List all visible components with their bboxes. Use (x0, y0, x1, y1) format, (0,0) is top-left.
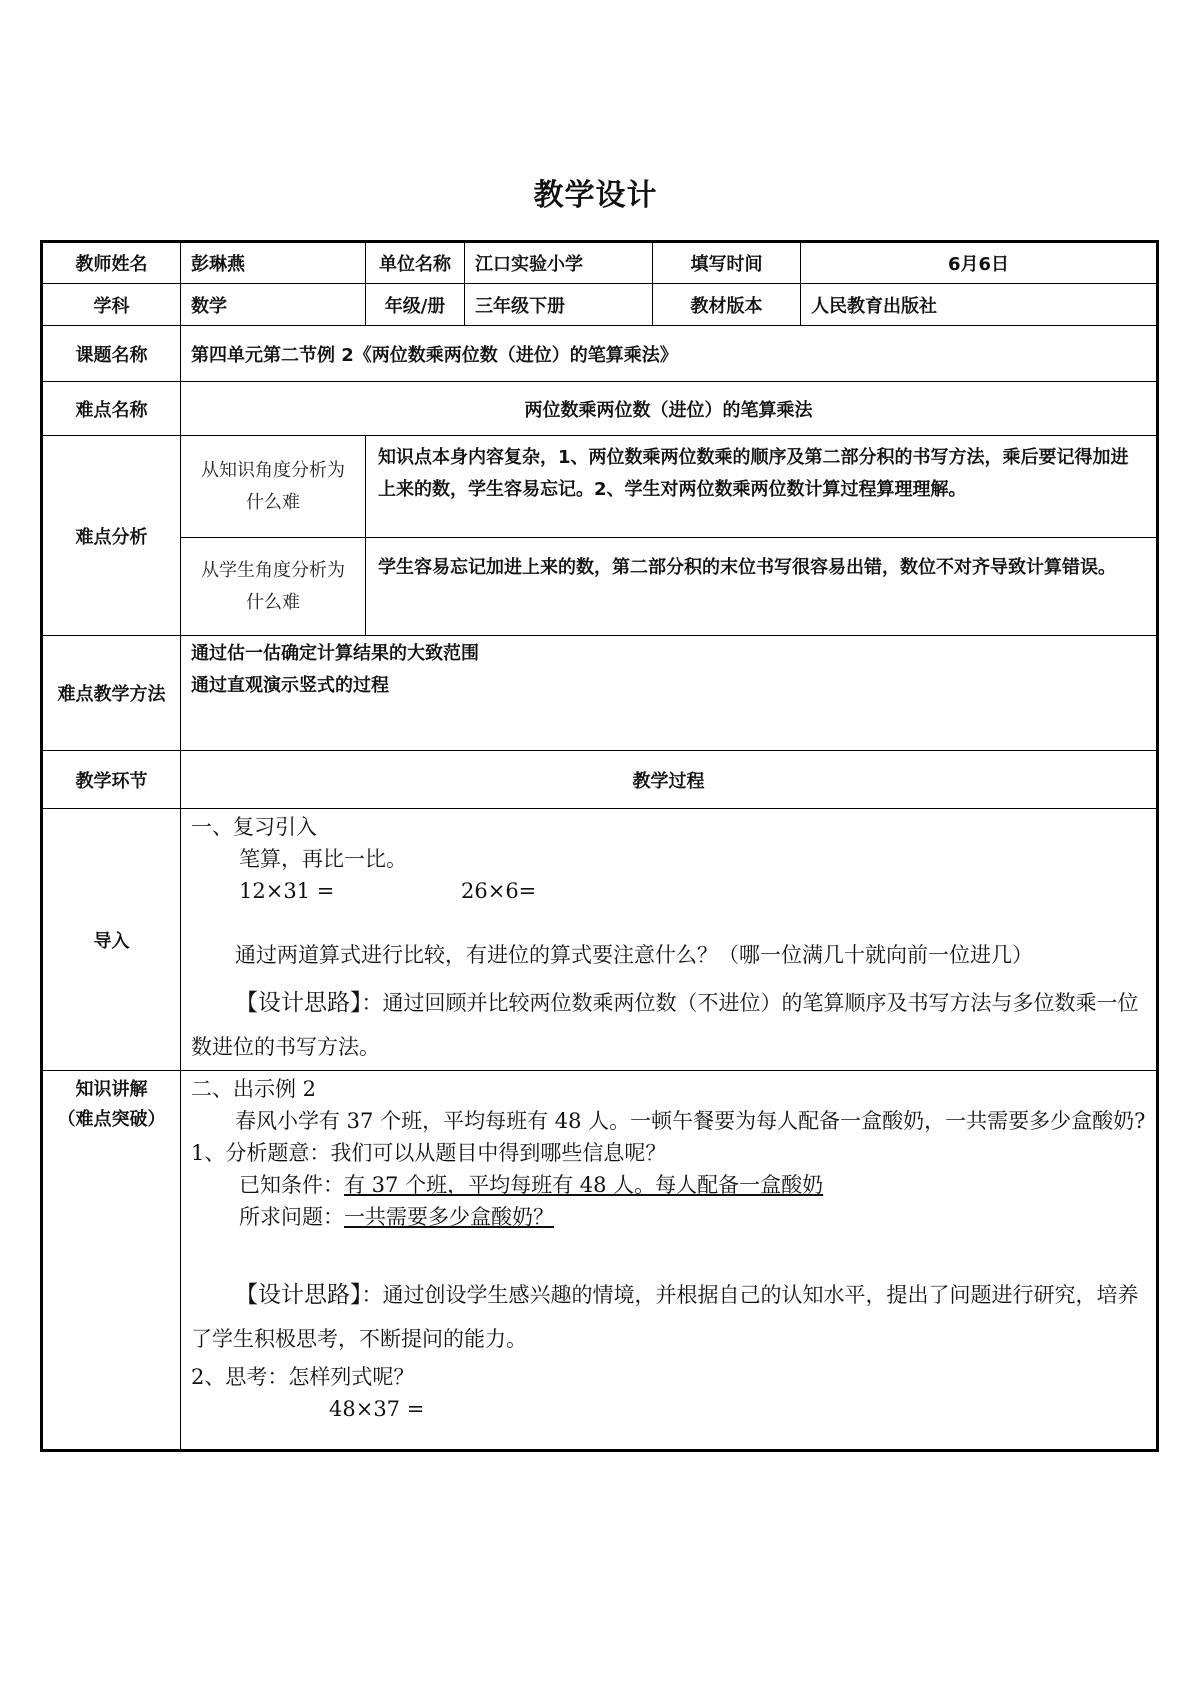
intro-equation-2: 26×6= (461, 879, 537, 903)
lecture-label-1: 知识讲解 (75, 1079, 148, 1100)
intro-question: 通过两道算式进行比较，有进位的算式要注意什么？（哪一位满几十就向前一位进几） (235, 943, 1033, 967)
student-angle-text: 学生容易忘记加进上来的数，第二部分积的末位书写很容易出错，数位不对齐导致计算错误。 (366, 538, 1158, 636)
intro-equations (191, 875, 1146, 907)
method-line-1: 通过估一估确定计算结果的大致范围 (191, 643, 479, 664)
info-row-2 (42, 284, 1158, 326)
subject-value: 数学 (181, 284, 366, 326)
lecture-design (191, 1273, 1146, 1361)
intro-line1: 笔算，再比一比。 (239, 847, 407, 871)
edition-label: 教材版本 (653, 284, 801, 326)
edition-value: 人民教育出版社 (801, 284, 1158, 326)
topic-row (42, 326, 1158, 382)
intro-heading: 一、复习引入 (191, 815, 317, 839)
difficulty-row (42, 382, 1158, 436)
student-angle-label (181, 538, 366, 636)
intro-gap (191, 907, 1146, 939)
analysis-row-knowledge (42, 436, 1158, 538)
lecture-known (191, 1169, 1146, 1201)
intro-design-tag: 【设计思路】 (235, 990, 362, 1016)
method-line-2: 通过直观演示竖式的过程 (191, 675, 389, 696)
lecture-label (42, 1071, 181, 1451)
intro-equation-1: 12×31 = (239, 879, 335, 903)
lecture-row (42, 1071, 1158, 1451)
teacher-label: 教师姓名 (42, 242, 181, 284)
analysis-label: 难点分析 (42, 436, 181, 636)
date-value: 6月6日 (801, 242, 1158, 284)
topic-value: 第四单元第二节例 2《两位数乘两位数（进位）的笔算乘法》 (181, 326, 1158, 382)
info-row-1 (42, 242, 1158, 284)
lecture-heading: 二、出示例 2 (191, 1077, 317, 1101)
method-row (42, 636, 1158, 751)
date-label: 填写时间 (653, 242, 801, 284)
intro-design (191, 981, 1146, 1069)
lesson-plan-table (40, 240, 1159, 1452)
teacher-value: 彭琳燕 (181, 242, 366, 284)
grade-label: 年级/册 (366, 284, 465, 326)
unit-label: 单位名称 (366, 242, 465, 284)
lecture-equation: 48×37 = (329, 1397, 425, 1421)
student-angle-line2: 什么难 (246, 591, 300, 613)
lecture-label-2: （难点突破） (57, 1109, 166, 1130)
knowledge-angle-label (181, 436, 366, 538)
subject-label: 学科 (42, 284, 181, 326)
grade-value: 三年级下册 (465, 284, 653, 326)
knowledge-angle-text: 知识点本身内容复杂，1、两位数乘两位数乘的顺序及第二部分积的书写方法，乘后要记得加进上来的数，学生容易忘记。2、学生对两位数乘两位数计算过程算理理解。 (366, 436, 1158, 538)
student-angle-line1: 从学生角度分析为 (201, 559, 345, 581)
ask-label: 所求问题： (239, 1205, 344, 1229)
lecture-content (181, 1071, 1158, 1451)
lecture-step1: 1、分析题意：我们可以从题目中得到哪些信息呢？ (191, 1141, 667, 1165)
difficulty-label: 难点名称 (42, 382, 181, 436)
lecture-gap (191, 1233, 1146, 1265)
knowledge-angle-line1: 从知识角度分析为 (201, 459, 345, 481)
process-header: 教学过程 (181, 751, 1158, 809)
topic-label: 课题名称 (42, 326, 181, 382)
intro-content (181, 809, 1158, 1071)
difficulty-value: 两位数乘两位数（进位）的笔算乘法 (181, 382, 1158, 436)
unit-value: 江口实验小学 (465, 242, 653, 284)
knowledge-angle-line2: 什么难 (246, 491, 300, 513)
lecture-ask (191, 1201, 1146, 1233)
lecture-problem: 春风小学有 37 个班，平均每班有 48 人。一顿午餐要为每人配备一盒酸奶，一共需要多少盒酸奶? (235, 1109, 1146, 1133)
method-content (181, 636, 1158, 751)
intro-label: 导入 (42, 809, 181, 1071)
stage-header: 教学环节 (42, 751, 181, 809)
intro-design-text: ：通过回顾并比较两位数乘两位数（不进位）的笔算顺序及书写方法与多位数乘一位数进位的书写方法。 (191, 991, 1139, 1059)
lecture-design-text: ：通过创设学生感兴趣的情境，并根据自己的认知水平，提出了问题进行研究，培养了学生积极思考，不断提问的能力。 (191, 1283, 1139, 1351)
analysis-row-student (42, 538, 1158, 636)
known-text: 有 37 个班，平均每班有 48 人。每人配备一盒酸奶 (344, 1173, 824, 1197)
page-title: 教学设计 (533, 178, 658, 213)
process-header-row (42, 751, 1158, 809)
ask-text: 一共需要多少盒酸奶？ (344, 1205, 554, 1229)
lecture-design-tag: 【设计思路】 (235, 1282, 362, 1308)
lecture-step2: 2、思考：怎样列式呢？ (191, 1365, 415, 1389)
method-label: 难点教学方法 (42, 636, 181, 751)
intro-row (42, 809, 1158, 1071)
known-label: 已知条件： (239, 1173, 344, 1197)
